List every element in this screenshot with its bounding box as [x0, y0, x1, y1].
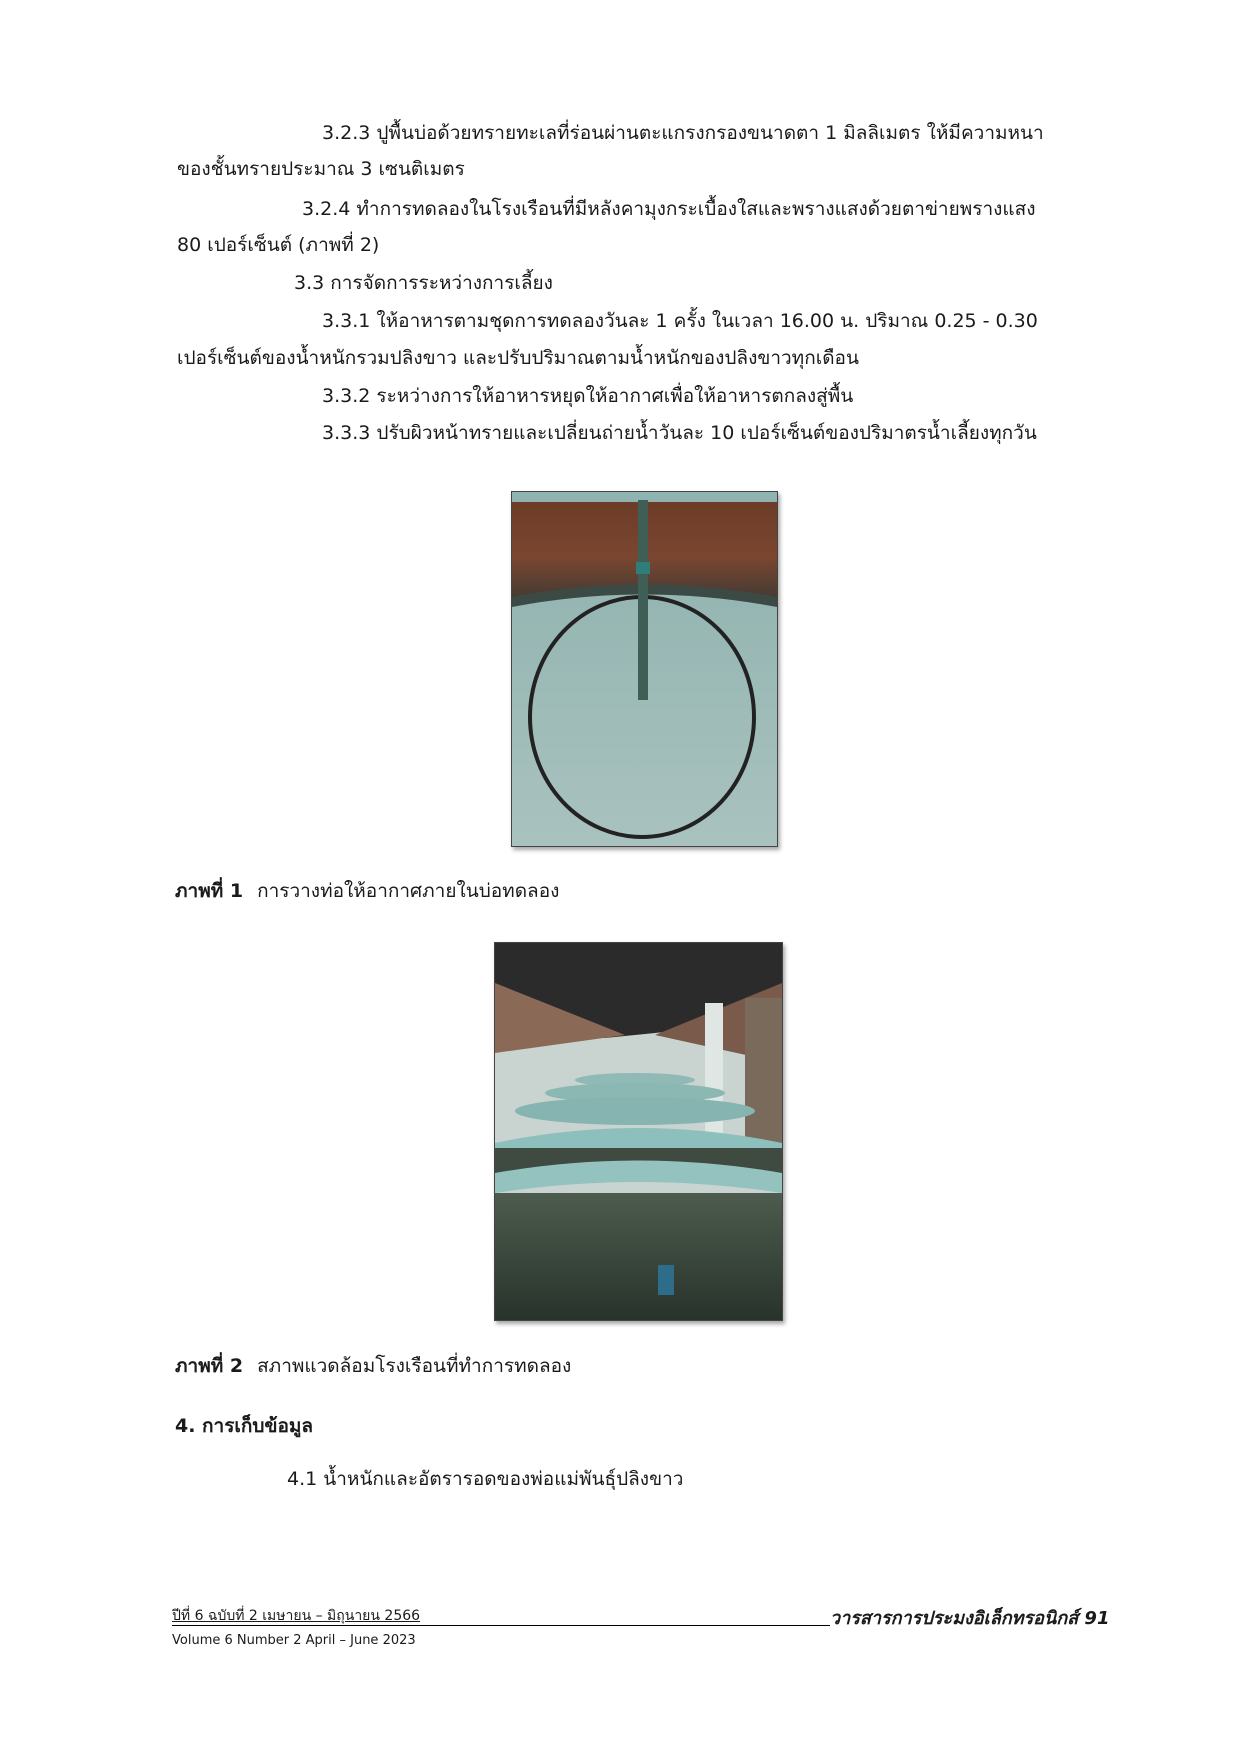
figure-1-label: ภาพที่ 1: [175, 880, 244, 902]
section-3-3-title: 3.3 การจัดการระหว่างการเลี้ยง: [294, 272, 553, 294]
paragraph-3-2-4-line-1: 3.2.4 ทำการทดลองในโรงเรือนที่มีหลังคามุงกระเบื้องใสและพรางแสงด้วยตาข่ายพรางแสง: [302, 198, 1036, 220]
paragraph-3-2-3-line-1: 3.2.3 ปูพื้นบ่อด้วยทรายทะเลที่ร่อนผ่านตะแกรงกรองขนาดตา 1 มิลลิเมตร ให้มีความหนา: [322, 122, 1044, 144]
paragraph-3-2-3-line-2: ของชั้นทรายประมาณ 3 เซนติเมตร: [177, 158, 465, 180]
figure-1-photo: [511, 491, 778, 847]
figure-1-caption: [175, 878, 559, 904]
footer-issue-thai: ปีที่ 6 ฉบับที่ 2 เมษายน – มิถุนายน 2566: [172, 1608, 421, 1624]
figure-2-label: ภาพที่ 2: [175, 1355, 244, 1377]
figure-2-caption: [175, 1353, 571, 1379]
footer-journal-title: วารสารการประมงอิเล็กทรอนิกส์ 91: [830, 1608, 1110, 1629]
paragraph-3-3-1-line-2: เปอร์เซ็นต์ของน้ำหนักรวมปลิงขาว และปรับปริมาณตามน้ำหนักของปลิงขาวทุกเดือน: [177, 347, 859, 369]
paragraph-3-3-2: 3.3.2 ระหว่างการให้อาหารหยุดให้อากาศเพื่อให้อาหารตกลงสู่พื้น: [322, 385, 854, 407]
figure-2-caption-text: สภาพแวดล้อมโรงเรือนที่ทำการทดลอง: [257, 1355, 572, 1377]
figure-1-caption-text: การวางท่อให้อากาศภายในบ่อทดลอง: [257, 880, 560, 902]
paragraph-3-2-4-line-2: 80 เปอร์เซ็นต์ (ภาพที่ 2): [177, 234, 380, 256]
section-4-heading: 4. การเก็บข้อมูล: [175, 1415, 314, 1437]
paragraph-3-3-1-line-1: 3.3.1 ให้อาหารตามชุดการทดลองวันละ 1 ครั้ง ในเวลา 16.00 น. ปริมาณ 0.25 - 0.30: [322, 310, 1038, 332]
footer-issue-english: Volume 6 Number 2 April – June 2023: [172, 1633, 416, 1648]
section-4-1-item: 4.1 น้ำหนักและอัตรารอดของพ่อแม่พันธุ์ปลิงขาว: [287, 1468, 684, 1490]
footer-rule: [172, 1625, 830, 1626]
figure-2-photo: [494, 942, 783, 1321]
paragraph-3-3-3: 3.3.3 ปรับผิวหน้าทรายและเปลี่ยนถ่ายน้ำวันละ 10 เปอร์เซ็นต์ของปริมาตรน้ำเลี้ยงทุกวัน: [322, 422, 1037, 444]
